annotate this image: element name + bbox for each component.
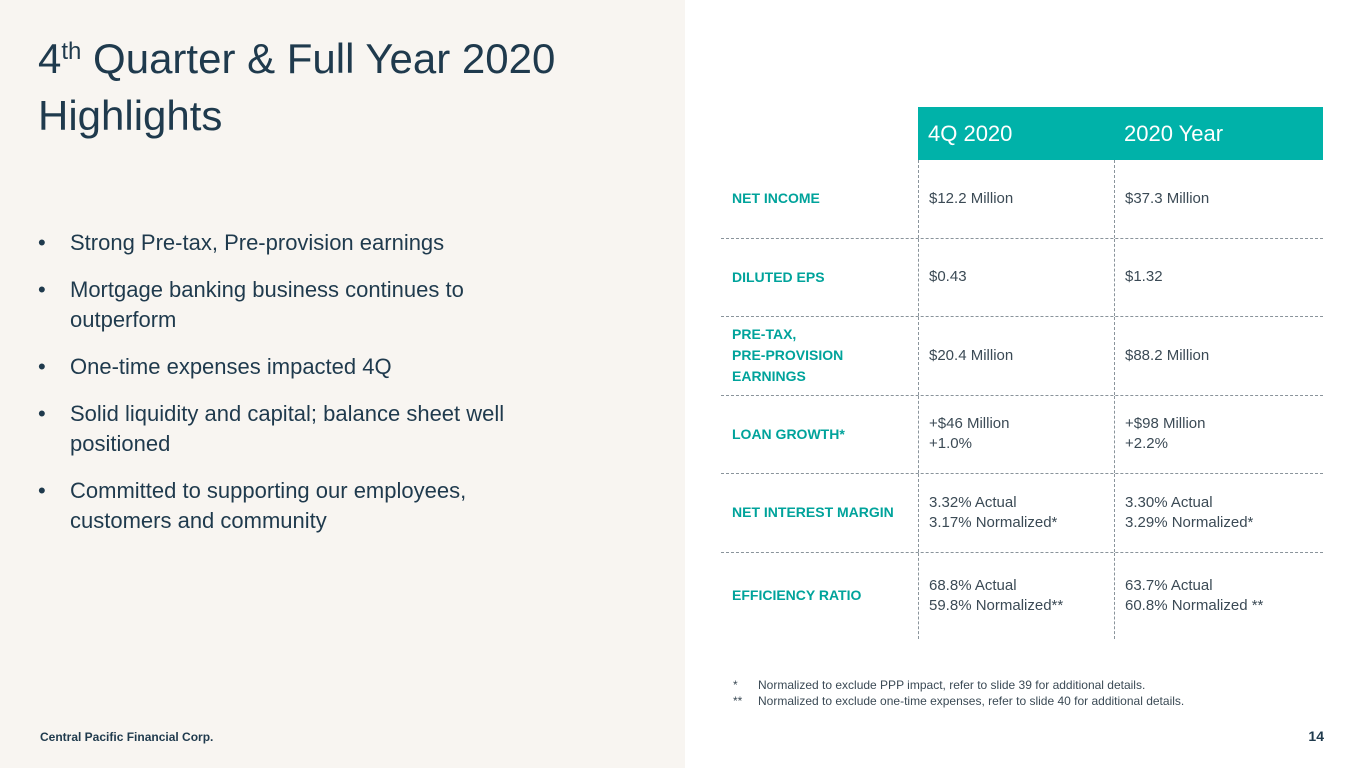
footnote (733, 677, 1184, 693)
row-label (721, 474, 918, 552)
footnote-mark: * (733, 678, 738, 692)
highlights-table (721, 107, 1323, 639)
cell-line: +$46 Million (929, 415, 1010, 433)
footnote-text: Normalized to exclude one-time expenses, refer to slide 40 for additional details. (758, 694, 1185, 708)
cell-line: +1.0% (929, 435, 972, 453)
cell-year (1114, 160, 1323, 238)
page-title (38, 30, 658, 144)
company-footer: Central Pacific Financial Corp. (40, 730, 214, 744)
footnote (733, 693, 1184, 709)
cell-line: $88.2 Million (1125, 346, 1210, 364)
cell-year (1114, 317, 1323, 395)
table-row (721, 160, 1323, 239)
cell-4q (918, 474, 1114, 552)
table-header-spacer (721, 107, 918, 160)
cell-year (1114, 239, 1323, 317)
title-text: Quarter & Full Year 2020 (81, 35, 556, 82)
highlight-item (38, 228, 538, 258)
footnote-text: Normalized to exclude PPP impact, refer to slide 39 for additional details. (758, 678, 1146, 692)
row-label (721, 160, 918, 238)
cell-line: $20.4 Million (929, 346, 1014, 364)
highlight-item (38, 476, 538, 536)
row-label-line: DILUTED EPS (732, 268, 825, 285)
bullet-icon: • (38, 478, 46, 503)
footnote-mark: ** (733, 694, 743, 708)
cell-year (1114, 396, 1323, 474)
column-header-4q: 4Q 2020 (918, 107, 1114, 160)
cell-line: +$98 Million (1125, 415, 1206, 433)
cell-4q (918, 317, 1114, 395)
cell-year (1114, 474, 1323, 552)
cell-4q (918, 160, 1114, 238)
cell-line: 3.29% Normalized* (1125, 513, 1254, 531)
highlight-text: Strong Pre-tax, Pre-provision earnings (70, 230, 445, 255)
highlights-list (38, 228, 538, 553)
highlight-text: Mortgage banking business continues to outperform (70, 277, 464, 332)
bullet-icon: • (38, 354, 46, 379)
highlight-item (38, 352, 538, 382)
cell-4q (918, 239, 1114, 317)
cell-line: $37.3 Million (1125, 189, 1210, 207)
column-header-year: 2020 Year (1114, 107, 1323, 160)
row-label-line: NET INCOME (732, 190, 820, 207)
row-label (721, 317, 918, 395)
row-label-line: PRE-PROVISION (732, 347, 844, 364)
cell-line: 68.8% Actual (929, 576, 1017, 594)
row-label-line: EARNINGS (732, 368, 806, 385)
highlight-text: Solid liquidity and capital; balance sheet well positioned (70, 401, 505, 456)
row-label (721, 553, 918, 639)
row-label (721, 396, 918, 474)
table-row (721, 553, 1323, 639)
row-label (721, 239, 918, 317)
bullet-icon: • (38, 230, 46, 255)
table-row (721, 474, 1323, 553)
table-row (721, 239, 1323, 318)
highlight-item (38, 275, 493, 335)
cell-4q (918, 553, 1114, 639)
title-line2: Highlights (38, 92, 223, 139)
highlight-text: One-time expenses impacted 4Q (70, 354, 392, 379)
highlight-item (38, 399, 538, 459)
table-header (721, 107, 1323, 160)
cell-line: 63.7% Actual (1125, 576, 1213, 594)
bullet-icon: • (38, 277, 46, 302)
footnotes (733, 677, 1184, 709)
table-row (721, 317, 1323, 396)
row-label-line: LOAN GROWTH* (732, 425, 845, 442)
cell-line: $1.32 (1125, 268, 1163, 286)
cell-line: 60.8% Normalized ** (1125, 596, 1264, 614)
row-label-line: NET INTEREST MARGIN (732, 504, 894, 521)
row-label-line: PRE-TAX, (732, 326, 797, 343)
cell-line: $12.2 Million (929, 189, 1014, 207)
cell-line: 59.8% Normalized** (929, 596, 1064, 614)
page-number: 14 (1308, 728, 1324, 744)
cell-line: $0.43 (929, 268, 967, 286)
cell-line: 3.17% Normalized* (929, 513, 1058, 531)
title-superscript: th (61, 38, 82, 65)
table-row (721, 396, 1323, 475)
cell-4q (918, 396, 1114, 474)
title-number: 4 (38, 35, 62, 82)
cell-line: 3.30% Actual (1125, 493, 1213, 511)
bullet-icon: • (38, 401, 46, 426)
row-label-line: EFFICIENCY RATIO (732, 587, 862, 603)
cell-line: +2.2% (1125, 435, 1168, 453)
highlight-text: Committed to supporting our employees, customers and community (70, 478, 467, 533)
cell-line: 3.32% Actual (929, 493, 1017, 511)
cell-year (1114, 553, 1323, 639)
